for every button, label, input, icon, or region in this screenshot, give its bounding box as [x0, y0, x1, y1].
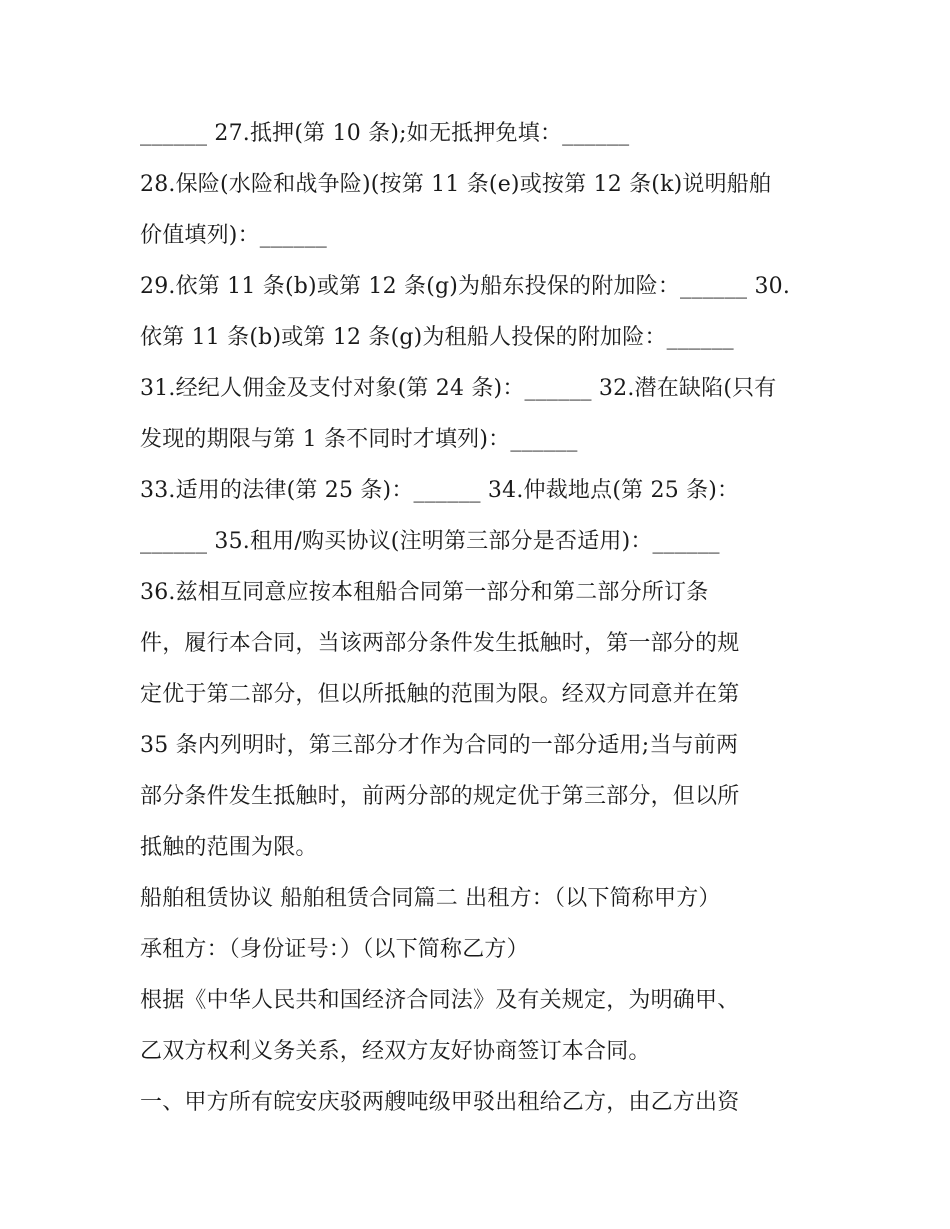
text-line-6: 31.经纪人佣金及支付对象(第 24 条)：______ 32.潜在缺陷(只有 [140, 376, 777, 401]
text-line-11: 件，履行本合同，当该两部分条件发生抵触时，第一部分的规 [140, 631, 740, 656]
text-line-5: 依第 11 条(b)或第 12 条(g)为租船人投保的附加险：______ [140, 325, 734, 350]
text-line-15: 抵触的范围为限。 [140, 835, 318, 860]
text-line-13: 35 条内列明时，第三部分才作为合同的一部分适用;当与前两 [140, 733, 739, 758]
text-line-19: 乙双方权利义务关系，经双方友好协商签订本合同。 [140, 1039, 651, 1064]
text-line-8: 33.适用的法律(第 25 条)：______ 34.仲裁地点(第 25 条)： [140, 478, 740, 503]
text-line-9: ______ 35.租用/购买协议(注明第三部分是否适用)：______ [140, 529, 720, 554]
text-line-12: 定优于第二部分，但以所抵触的范围为限。经双方同意并在第 [140, 682, 740, 707]
text-line-16: 船舶租赁协议 船舶租赁合同篇二 出租方：（以下简称甲方） [140, 886, 721, 911]
text-line-2: 28.保险(水险和战争险)(按第 11 条(e)或按第 12 条(k)说明船舶 [140, 172, 772, 197]
text-line-17: 承租方：（身份证号：）（以下简称乙方） [140, 937, 529, 962]
text-line-3: 价值填列)：______ [140, 223, 327, 248]
text-line-4: 29.依第 11 条(b)或第 12 条(g)为船东投保的附加险：______ 30. [140, 274, 791, 299]
text-line-14: 部分条件发生抵触时，前两分部的规定优于第三部分，但以所 [140, 784, 740, 809]
text-line-18: 根据《中华人民共和国经济合同法》及有关规定，为明确甲、 [140, 988, 740, 1013]
text-line-1: ______ 27.抵押(第 10 条);如无抵押免填：______ [140, 121, 630, 146]
document-body [140, 108, 820, 1128]
text-line-20: 一、甲方所有皖安庆驳两艘吨级甲驳出租给乙方，由乙方出资 [140, 1090, 740, 1115]
text-line-10: 36.兹相互同意应按本租船合同第一部分和第二部分所订条 [140, 580, 709, 605]
text-line-7: 发现的期限与第 1 条不同时才填列)：______ [140, 427, 578, 452]
